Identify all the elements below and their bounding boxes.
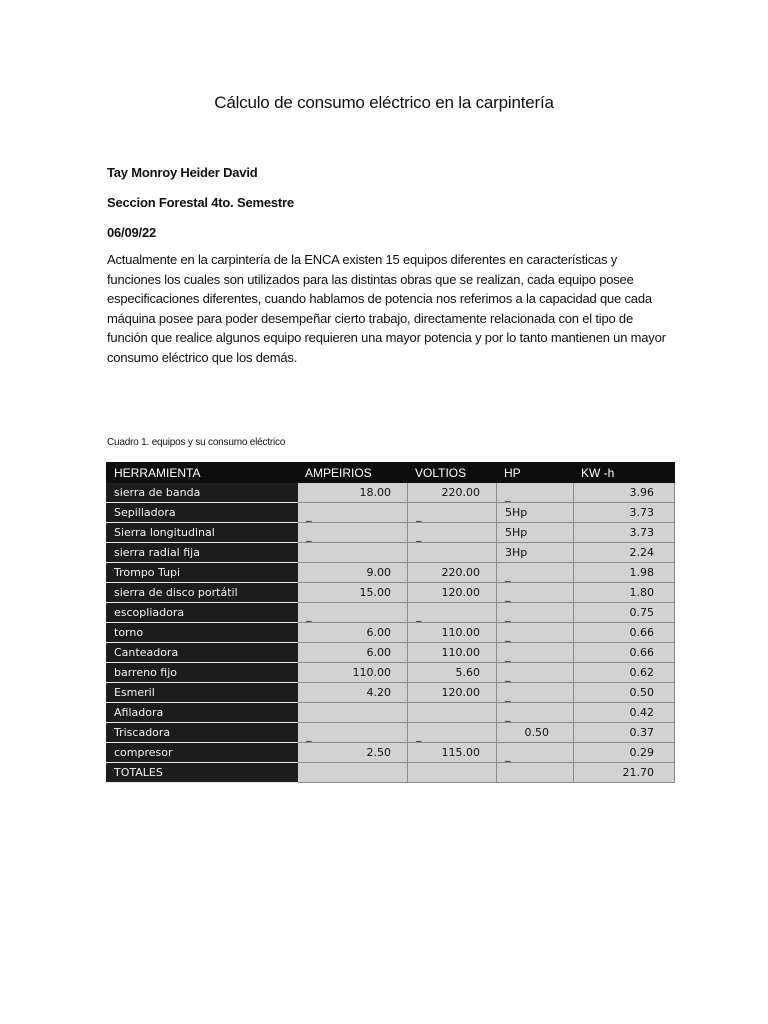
- cell-kwh: 1.98: [574, 563, 675, 583]
- cell-hp: 5Hp: [497, 523, 574, 543]
- cell-herramienta: Canteadora: [107, 643, 298, 663]
- cell-voltios: _: [408, 503, 497, 523]
- cell-herramienta: Esmeril: [107, 683, 298, 703]
- table-row: [107, 643, 675, 663]
- cell-voltios: [408, 763, 497, 783]
- cell-amperios: 6.00: [298, 643, 408, 663]
- header-amperios: AMPEIRIOS: [298, 463, 408, 483]
- cell-kwh: 3.73: [574, 523, 675, 543]
- cell-voltios: 220.00: [408, 483, 497, 503]
- table-row: [107, 663, 675, 683]
- cell-kwh: 0.66: [574, 643, 675, 663]
- cell-voltios: _: [408, 603, 497, 623]
- cell-kwh: 0.50: [574, 683, 675, 703]
- cell-herramienta: torno: [107, 623, 298, 643]
- document-date: 06/09/22: [107, 225, 157, 240]
- cell-herramienta: compresor: [107, 743, 298, 763]
- cell-herramienta: Trompo Tupi: [107, 563, 298, 583]
- cell-voltios: 220.00: [408, 563, 497, 583]
- cell-herramienta: Afiladora: [107, 703, 298, 723]
- cell-herramienta: Triscadora: [107, 723, 298, 743]
- cell-kwh: 0.75: [574, 603, 675, 623]
- cell-amperios: [298, 543, 408, 563]
- cell-hp: _: [497, 683, 574, 703]
- cell-kwh: 0.37: [574, 723, 675, 743]
- cell-voltios: 5.60: [408, 663, 497, 683]
- consumption-table: [106, 462, 675, 783]
- header-herramienta: HERRAMIENTA: [107, 463, 298, 483]
- cell-hp: _: [497, 623, 574, 643]
- cell-voltios: 110.00: [408, 643, 497, 663]
- cell-voltios: 120.00: [408, 683, 497, 703]
- cell-kwh: 0.62: [574, 663, 675, 683]
- cell-amperios: 110.00: [298, 663, 408, 683]
- cell-kwh: 1.80: [574, 583, 675, 603]
- table-row: [107, 603, 675, 623]
- table-header-row: [107, 463, 675, 483]
- table-row: [107, 523, 675, 543]
- table-row: [107, 683, 675, 703]
- cell-amperios: 4.20: [298, 683, 408, 703]
- table-row: [107, 583, 675, 603]
- cell-herramienta: sierra radial fija: [107, 543, 298, 563]
- cell-amperios: 9.00: [298, 563, 408, 583]
- cell-hp: 3Hp: [497, 543, 574, 563]
- cell-amperios: [298, 763, 408, 783]
- cell-amperios: _: [298, 523, 408, 543]
- author-name: Tay Monroy Heider David: [107, 165, 258, 180]
- cell-amperios: [298, 703, 408, 723]
- cell-hp: 0.50: [497, 723, 574, 743]
- cell-herramienta: escopliadora: [107, 603, 298, 623]
- table-row: [107, 483, 675, 503]
- cell-amperios: _: [298, 603, 408, 623]
- cell-herramienta: sierra de banda: [107, 483, 298, 503]
- cell-herramienta: barreno fijo: [107, 663, 298, 683]
- cell-voltios: 115.00: [408, 743, 497, 763]
- cell-herramienta: TOTALES: [107, 763, 298, 783]
- cell-voltios: [408, 703, 497, 723]
- cell-voltios: _: [408, 523, 497, 543]
- table-caption: Cuadro 1. equipos y su consumo eléctrico: [107, 437, 286, 448]
- cell-kwh: 0.66: [574, 623, 675, 643]
- table-row: [107, 763, 675, 783]
- intro-paragraph: Actualmente en la carpintería de la ENCA existen 15 equipos diferentes en características y funciones los cuales son utilizados para las distintas obras que se realizan, cada equipo posee especificaciones diferentes, cuando hablamos de potencia nos referimos a la capacidad que cada máquina posee para poder desempeñar cierto trabajo, directamente relacionada con el tipo de función que realice algunos equipo requieren una mayor potencia y por lo tanto mantienen un mayor consumo eléctrico que los demás.: [107, 252, 666, 365]
- cell-kwh: 2.24: [574, 543, 675, 563]
- cell-amperios: _: [298, 723, 408, 743]
- cell-kwh: 21.70: [574, 763, 675, 783]
- cell-voltios: [408, 543, 497, 563]
- cell-hp: _: [497, 743, 574, 763]
- header-kwh: KW -h: [574, 463, 675, 483]
- cell-hp: _: [497, 583, 574, 603]
- cell-amperios: 15.00: [298, 583, 408, 603]
- table-row: [107, 703, 675, 723]
- page-title: Cálculo de consumo eléctrico en la carpintería: [214, 93, 554, 112]
- cell-herramienta: Sepilladora: [107, 503, 298, 523]
- cell-hp: _: [497, 483, 574, 503]
- cell-hp: _: [497, 703, 574, 723]
- cell-amperios: 2.50: [298, 743, 408, 763]
- cell-herramienta: sierra de disco portátil: [107, 583, 298, 603]
- cell-hp: _: [497, 643, 574, 663]
- table-row: [107, 543, 675, 563]
- table-row: [107, 743, 675, 763]
- cell-hp: 5Hp: [497, 503, 574, 523]
- table-row: [107, 503, 675, 523]
- table-row: [107, 723, 675, 743]
- cell-herramienta: Sierra longitudinal: [107, 523, 298, 543]
- header-voltios: VOLTIOS: [408, 463, 497, 483]
- cell-hp: _: [497, 663, 574, 683]
- cell-kwh: 3.73: [574, 503, 675, 523]
- cell-voltios: 110.00: [408, 623, 497, 643]
- cell-hp: [497, 763, 574, 783]
- section-label: Seccion Forestal 4to. Semestre: [107, 195, 294, 210]
- cell-amperios: _: [298, 503, 408, 523]
- cell-kwh: 0.42: [574, 703, 675, 723]
- header-hp: HP: [497, 463, 574, 483]
- cell-kwh: 0.29: [574, 743, 675, 763]
- table-row: [107, 563, 675, 583]
- cell-amperios: 18.00: [298, 483, 408, 503]
- cell-voltios: _: [408, 723, 497, 743]
- cell-kwh: 3.96: [574, 483, 675, 503]
- cell-hp: _: [497, 563, 574, 583]
- cell-amperios: 6.00: [298, 623, 408, 643]
- cell-hp: _: [497, 603, 574, 623]
- cell-voltios: 120.00: [408, 583, 497, 603]
- table-row: [107, 623, 675, 643]
